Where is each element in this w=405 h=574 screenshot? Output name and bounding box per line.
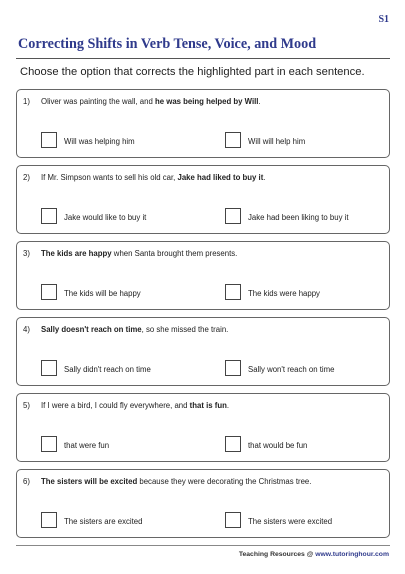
- checkbox-a[interactable]: [41, 512, 57, 528]
- option-b-label: Sally won't reach on time: [248, 365, 335, 374]
- question-text: [23, 325, 383, 334]
- sentence-before: If Mr. Simpson wants to sell his old car,: [41, 173, 178, 182]
- option-b-label: The sisters were excited: [248, 517, 333, 526]
- question-text: [23, 173, 383, 182]
- sentence-after: .: [226, 401, 230, 410]
- sentence-after: , so she missed the train.: [141, 325, 229, 334]
- option-a-label: The kids will be happy: [64, 289, 141, 298]
- checkbox-b[interactable]: [225, 512, 241, 528]
- question-number: 3): [23, 249, 30, 258]
- option-a-label: Will was helping him: [64, 137, 135, 146]
- option-b-label: Jake had been liking to buy it: [248, 213, 349, 222]
- checkbox-a[interactable]: [41, 360, 57, 376]
- highlighted-part: Jake had liked to buy it: [177, 173, 264, 182]
- question-1: [16, 89, 390, 158]
- question-6: [16, 469, 390, 538]
- question-4: [16, 317, 390, 386]
- checkbox-b[interactable]: [225, 132, 241, 148]
- highlighted-part: The kids are happy: [41, 249, 112, 258]
- highlighted-part: Sally doesn't reach on time: [41, 325, 142, 334]
- question-text: [23, 401, 383, 410]
- question-number: 6): [23, 477, 30, 486]
- question-5: [16, 393, 390, 462]
- sentence-after: when Santa brought them presents.: [111, 249, 238, 258]
- question-number: 4): [23, 325, 30, 334]
- sentence-after: because they were decorating the Christmas tree.: [137, 477, 312, 486]
- checkbox-a[interactable]: [41, 208, 57, 224]
- question-2: [16, 165, 390, 234]
- worksheet-title: Correcting Shifts in Verb Tense, Voice, and Mood: [18, 36, 317, 52]
- option-a-label: Sally didn't reach on time: [64, 365, 151, 374]
- sentence-after: .: [258, 97, 261, 106]
- highlighted-part: The sisters will be excited: [41, 477, 138, 486]
- option-a-label: The sisters are excited: [64, 517, 143, 526]
- sentence-after: .: [263, 173, 266, 182]
- option-b-label: that would be fun: [248, 441, 308, 450]
- footer-site-link[interactable]: www.tutoringhour.com: [315, 551, 389, 558]
- checkbox-b[interactable]: [225, 284, 241, 300]
- checkbox-a[interactable]: [41, 436, 57, 452]
- checkbox-b[interactable]: [225, 360, 241, 376]
- checkbox-a[interactable]: [41, 284, 57, 300]
- sentence-before: If I were a bird, I could fly everywhere, and: [41, 401, 190, 410]
- checkbox-b[interactable]: [225, 208, 241, 224]
- footer-prefix: Teaching Resources @: [238, 551, 316, 558]
- checkbox-b[interactable]: [225, 436, 241, 452]
- instructions: Choose the option that corrects the highlighted part in each sentence.: [20, 66, 365, 78]
- footer: [239, 551, 389, 558]
- sentence-before: Oliver was painting the wall, and: [41, 97, 155, 106]
- question-text: [23, 477, 383, 486]
- question-text: [23, 249, 383, 258]
- footer-divider: [16, 545, 390, 546]
- option-a-label: that were fun: [64, 441, 110, 450]
- highlighted-part: he was being helped by Will: [154, 97, 259, 106]
- option-b-label: The kids were happy: [248, 289, 320, 298]
- option-b-label: Will will help him: [248, 137, 306, 146]
- page-id: S1: [378, 14, 389, 25]
- question-number: 2): [23, 173, 30, 182]
- question-text: [23, 97, 383, 106]
- question-number: 5): [23, 401, 30, 410]
- highlighted-part: that is fun: [189, 401, 227, 410]
- question-number: 1): [23, 97, 30, 106]
- option-a-label: Jake would like to buy it: [64, 213, 147, 222]
- title-divider: [16, 58, 390, 59]
- question-3: [16, 241, 390, 310]
- checkbox-a[interactable]: [41, 132, 57, 148]
